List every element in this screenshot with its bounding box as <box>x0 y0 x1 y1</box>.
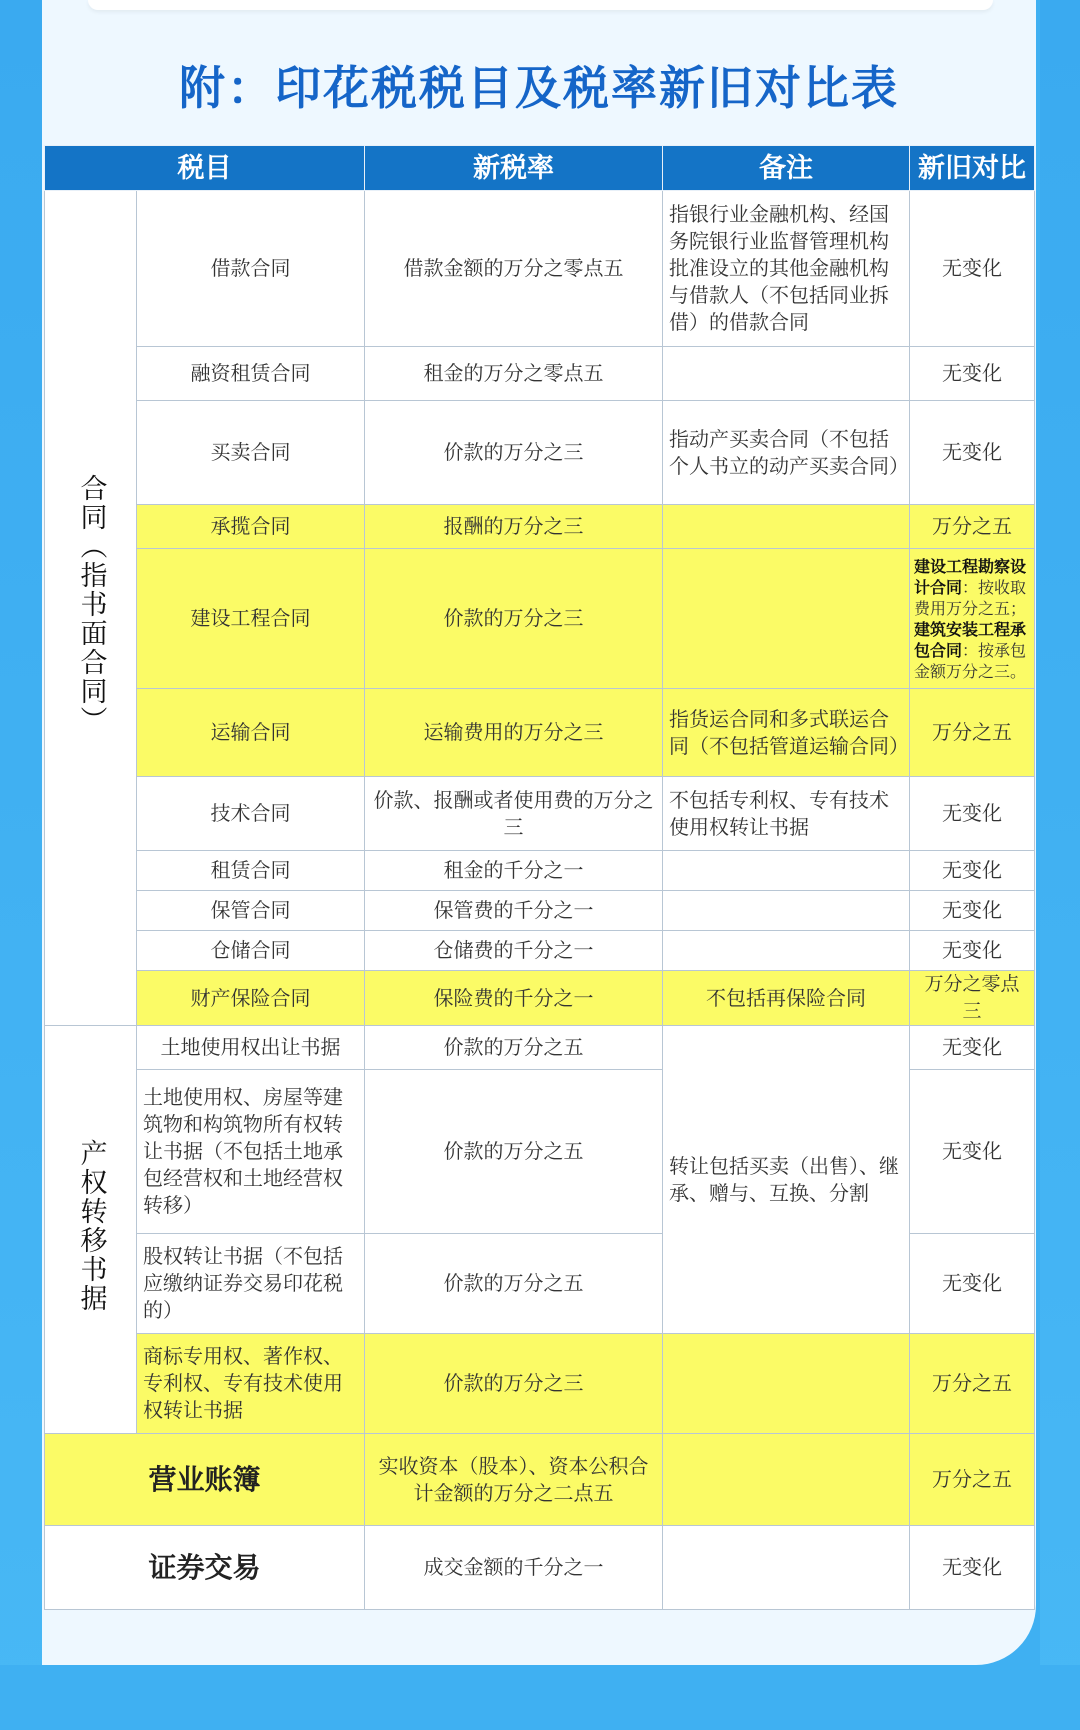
header-comparison: 新旧对比 <box>910 146 1035 191</box>
rate-cell: 价款的万分之三 <box>365 401 663 505</box>
header-new-rate: 新税率 <box>365 146 663 191</box>
table-row <box>45 347 1035 401</box>
item-cell: 土地使用权、房屋等建筑物和构筑物所有权转让书据（不包括土地承包经营权和土地经营权转移） <box>137 1070 365 1234</box>
rate-cell: 价款、报酬或者使用费的万分之三 <box>365 777 663 851</box>
property-remark-cell: 转让包括买卖（出售）、继承、赠与、互换、分割 <box>663 1026 910 1334</box>
table-row <box>45 851 1035 891</box>
comparison-cell: 无变化 <box>910 1234 1035 1334</box>
item-cell: 技术合同 <box>137 777 365 851</box>
table-row <box>45 931 1035 971</box>
rate-cell: 价款的万分之五 <box>365 1070 663 1234</box>
business-books-item: 营业账簿 <box>45 1434 365 1526</box>
table-row <box>45 689 1035 777</box>
table-row <box>45 1334 1035 1434</box>
item-cell: 建设工程合同 <box>137 549 365 689</box>
table-header-row <box>45 146 1035 191</box>
comparison-cell: 万分之五 <box>910 1334 1035 1434</box>
group-property <box>45 1026 137 1434</box>
table-row <box>45 549 1035 689</box>
bottom-band <box>0 1665 1080 1730</box>
comparison-cell: 无变化 <box>910 191 1035 347</box>
item-cell: 保管合同 <box>137 891 365 931</box>
table-row <box>45 777 1035 851</box>
rate-cell: 保险费的千分之一 <box>365 971 663 1026</box>
rate-cell: 租金的千分之一 <box>365 851 663 891</box>
table-row <box>45 401 1035 505</box>
rate-cell: 租金的万分之零点五 <box>365 347 663 401</box>
remark-cell: 不包括再保险合同 <box>663 971 910 1026</box>
comparison-cell: 无变化 <box>910 891 1035 931</box>
comparison-text-2: ：按承包金额万分之三。 <box>914 640 1027 681</box>
header-remark: 备注 <box>663 146 910 191</box>
remark-cell: 不包括专利权、专有技术使用权转让书据 <box>663 777 910 851</box>
remark-cell <box>663 931 910 971</box>
item-cell: 运输合同 <box>137 689 365 777</box>
comparison-cell: 万分之五 <box>910 1434 1035 1526</box>
rate-cell: 运输费用的万分之三 <box>365 689 663 777</box>
table-row <box>45 971 1035 1026</box>
comparison-bold-2: 建筑安装工程承包合同 <box>914 619 1027 660</box>
comparison-cell: 无变化 <box>910 401 1035 505</box>
rate-cell: 价款的万分之五 <box>365 1234 663 1334</box>
table-row <box>45 505 1035 549</box>
rate-cell: 成交金额的千分之一 <box>365 1526 663 1610</box>
comparison-cell: 无变化 <box>910 347 1035 401</box>
rate-cell: 价款的万分之三 <box>365 549 663 689</box>
rate-cell: 借款金额的万分之零点五 <box>365 191 663 347</box>
rate-cell: 实收资本（股本）、资本公积合计金额的万分之二点五 <box>365 1434 663 1526</box>
item-cell: 财产保险合同 <box>137 971 365 1026</box>
comparison-cell: 万分之五 <box>910 689 1035 777</box>
comparison-cell: 万分之五 <box>910 505 1035 549</box>
remark-cell <box>663 1334 910 1434</box>
remark-cell <box>663 851 910 891</box>
item-cell: 融资租赁合同 <box>137 347 365 401</box>
remark-cell <box>663 1434 910 1526</box>
right-border <box>1040 0 1080 1730</box>
item-cell: 仓储合同 <box>137 931 365 971</box>
remark-cell <box>663 549 910 689</box>
table-row <box>45 891 1035 931</box>
rate-cell: 价款的万分之五 <box>365 1026 663 1070</box>
remark-cell: 指动产买卖合同（不包括个人书立的动产买卖合同） <box>663 401 910 505</box>
group-contract-label: 合同（指书面合同） <box>75 474 107 735</box>
tax-comparison-table <box>44 145 1035 1610</box>
remark-cell: 指银行业金融机构、经国务院银行业监督管理机构批准设立的其他金融机构与借款人（不包括同业拆借）的借款合同 <box>663 191 910 347</box>
remark-cell <box>663 505 910 549</box>
rate-cell: 报酬的万分之三 <box>365 505 663 549</box>
table-row <box>45 191 1035 347</box>
comparison-cell: 无变化 <box>910 777 1035 851</box>
securities-item: 证券交易 <box>45 1526 365 1610</box>
group-contract <box>45 191 137 1026</box>
comparison-cell: 无变化 <box>910 851 1035 891</box>
rate-cell: 价款的万分之三 <box>365 1334 663 1434</box>
group-property-label: 产权转移书据 <box>75 1139 107 1313</box>
remark-cell <box>663 1526 910 1610</box>
top-strip <box>88 0 993 10</box>
item-cell: 商标专用权、著作权、专利权、专有技术使用权转让书据 <box>137 1334 365 1434</box>
left-border <box>0 0 42 1730</box>
remark-cell <box>663 891 910 931</box>
remark-cell <box>663 347 910 401</box>
table-row <box>45 1026 1035 1070</box>
comparison-cell: 无变化 <box>910 931 1035 971</box>
table-row <box>45 1434 1035 1526</box>
comparison-cell: 无变化 <box>910 1026 1035 1070</box>
comparison-cell <box>910 549 1035 689</box>
header-item: 税目 <box>45 146 365 191</box>
remark-cell: 指货运合同和多式联运合同（不包括管道运输合同） <box>663 689 910 777</box>
rate-cell: 保管费的千分之一 <box>365 891 663 931</box>
item-cell: 买卖合同 <box>137 401 365 505</box>
item-cell: 借款合同 <box>137 191 365 347</box>
comparison-bold-1: 建设工程勘察设计合同 <box>914 556 1027 597</box>
item-cell: 土地使用权出让书据 <box>137 1026 365 1070</box>
item-cell: 承揽合同 <box>137 505 365 549</box>
comparison-cell: 无变化 <box>910 1526 1035 1610</box>
page-title: 附：印花税税目及税率新旧对比表 <box>179 61 899 115</box>
table-row <box>45 1526 1035 1610</box>
item-cell: 租赁合同 <box>137 851 365 891</box>
comparison-cell: 无变化 <box>910 1070 1035 1234</box>
comparison-cell: 万分之零点三 <box>910 971 1035 1026</box>
comparison-text-1: ：按收取费用万分之五； <box>914 577 1027 618</box>
item-cell: 股权转让书据（不包括应缴纳证券交易印花税的） <box>137 1234 365 1334</box>
rate-cell: 仓储费的千分之一 <box>365 931 663 971</box>
